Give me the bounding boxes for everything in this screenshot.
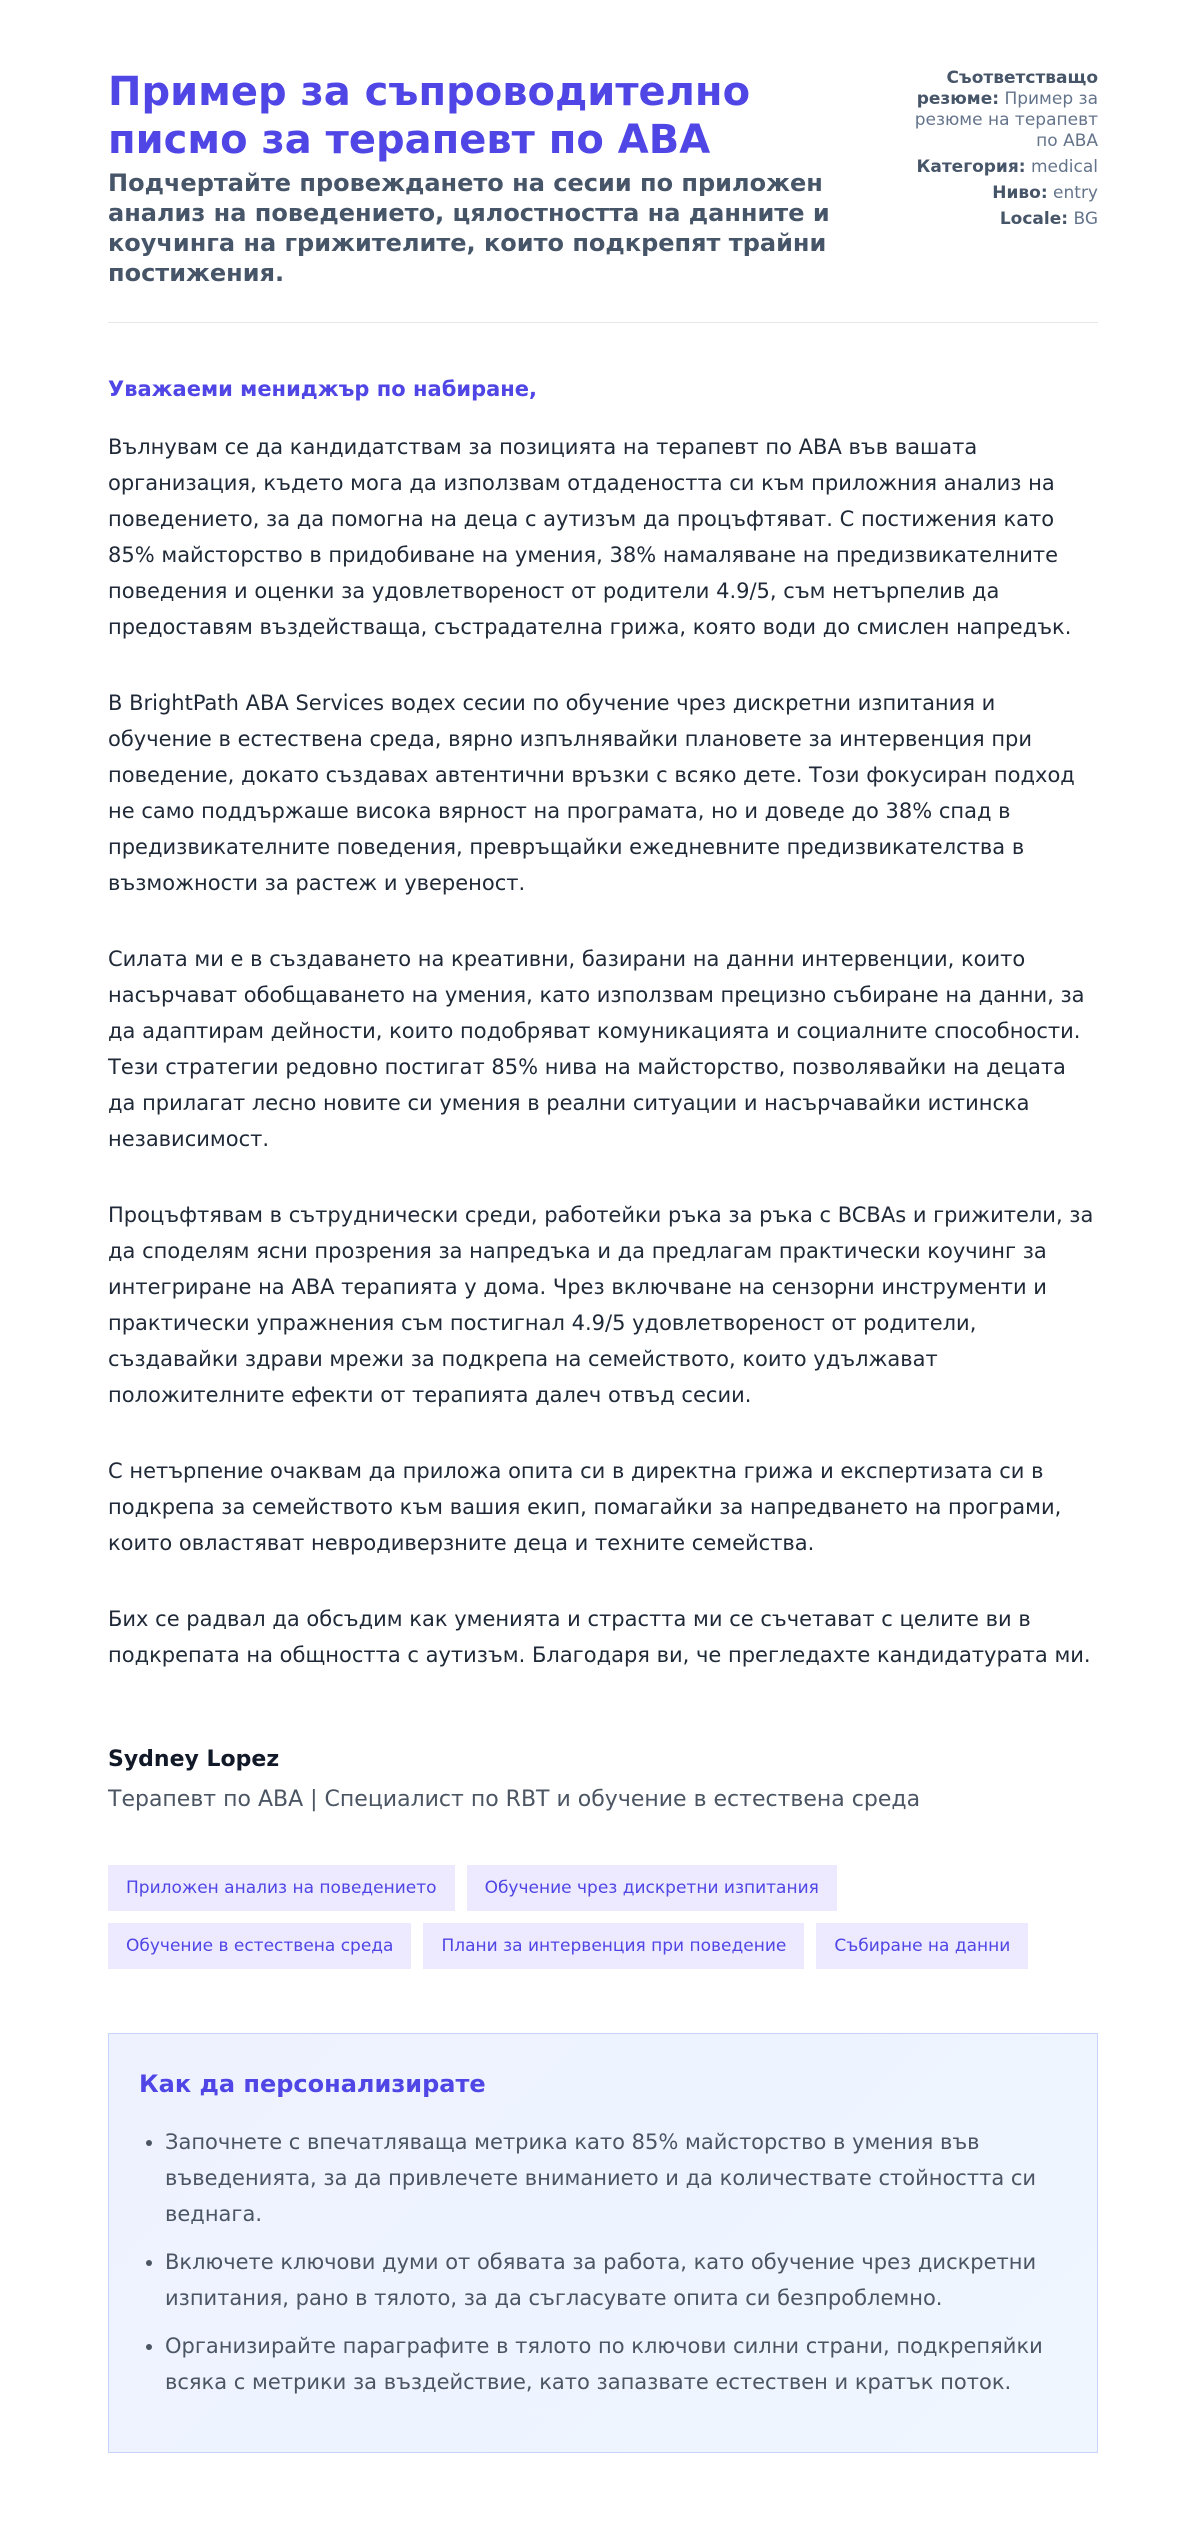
meta-panel (898, 68, 1098, 235)
letter-paragraph: В BrightPath ABA Services водех сесии по обучение чрез дискретни изпитания и обучение в естествена среда, вярно изпълнявайки плановете за интервенция при поведение, докато създавах автентични връзки с всяко дете. Този фокусиран подход не само поддържаше висока вярност на програмата, но и доведе до 38% спад в предизвикателните поведения, превръщайки ежедневните предизвикателства в възможности за растеж и увереност. (108, 691, 1075, 895)
meta-level-label: Ниво: (992, 183, 1048, 203)
skill-tag[interactable]: Приложен анализ на поведението (108, 1865, 455, 1911)
letter-paragraph: Силата ми е в създаването на креативни, базирани на данни интервенции, които насърчават обобщаването на умения, като използвам прецизно събиране на данни, за да адаптирам дейности, които подобряват комуникацията и социалните способности. Тези стратегии редовно постигат 85% нива на майсторство, позволявайки на децата да прилагат лесно новите си умения в реални ситуации и насърчавайки истинска независимост. (108, 947, 1085, 1151)
tips-title: Как да персонализирате (139, 2070, 486, 2098)
page-subtitle: Подчертайте провеждането на сесии по приложен анализ на поведението, цялостността на данните и коучинга на грижителите, които подкрепят трайни постижения. (108, 169, 830, 287)
tip-item: • Организирайте параграфите в тялото по ключови силни страни, подкрепяйки всяка с метрики за въздействие, като запазвате естествен и кратък поток. (165, 2328, 1067, 2400)
tip-item: • Започнете с впечатляваща метрика като 85% майсторство в умения във въведенията, за да привлечете вниманието и да количествате стойността си веднага. (165, 2124, 1067, 2232)
letter-paragraph: Процъфтявам в сътруднически среди, работейки ръка за ръка с BCBAs и грижители, за да споделям ясни прозрения за напредъка и да предлагам практически коучинг за интегриране на ABA терапията у дома. Чрез включване на сензорни инструменти и практически упражнения съм постигнал 4.9/5 удовлетвореност от родители, създавайки здрави мрежи за подкрепа на семейството, които удължават положителните ефекти от терапията далеч отвъд сесии. (108, 1203, 1094, 1407)
meta-resume (898, 68, 1098, 152)
skill-tags (108, 1865, 1108, 1969)
meta-resume-value[interactable]: Пример за резюме на терапевт по ABA (914, 89, 1098, 151)
letter-greeting: Уважаеми мениджър по набиране, (108, 377, 538, 401)
skill-tag[interactable]: Събиране на данни (816, 1923, 1028, 1969)
content-wrapper (108, 68, 1098, 2453)
tips-list (139, 2124, 1067, 2400)
skill-tag[interactable]: Обучение в естествена среда (108, 1923, 411, 1969)
meta-category (898, 157, 1098, 178)
letter-paragraph: С нетърпение очаквам да приложа опита си в директна грижа и експертизата си в подкрепа за семейството към вашия екип, помагайки за напредването на програми, които овластяват невродиверзните деца и техните семейства. (108, 1459, 1062, 1555)
header-divider (108, 322, 1098, 323)
meta-level-value: entry (1053, 183, 1098, 203)
signature-name: Sydney Lopez (108, 1747, 280, 1772)
letter-body (108, 429, 1098, 1673)
page-title: Пример за съпроводително писмо за терапевт по ABA (108, 69, 751, 163)
meta-locale-label: Locale: (999, 209, 1069, 229)
signature-title: Терапевт по ABA | Специалист по RBT и обучение в естествена среда (108, 1787, 921, 1812)
title-block (108, 68, 888, 288)
skill-tag[interactable]: Плани за интервенция при поведение (423, 1923, 804, 1969)
letter-paragraph: Бих се радвал да обсъдим как уменията и страстта ми се съчетават с целите ви в подкрепата на общността с аутизъм. Благодаря ви, че прегледахте кандидатурата ми. (108, 1607, 1091, 1667)
letter-paragraph: Вълнувам се да кандидатствам за позицията на терапевт по ABA във вашата организация, където мога да използвам отдадеността си към приложния анализ на поведението, за да помогна на деца с аутизъм да процъфтяват. С постижения като 85% майсторство в придобиване на умения, 38% намаляване на предизвикателните поведения и оценки за удовлетвореност от родители 4.9/5, съм нетърпелив да предоставям въздействаща, състрадателна грижа, която води до смислен напредък. (108, 435, 1072, 639)
meta-locale-value: BG (1073, 209, 1098, 229)
skill-tag[interactable]: Обучение чрез дискретни изпитания (467, 1865, 837, 1911)
meta-category-value: medical (1030, 157, 1098, 177)
tip-item: • Включете ключови думи от обявата за работа, като обучение чрез дискретни изпитания, рано в тялото, за да съгласувате опита си безпроблемно. (165, 2244, 1067, 2316)
meta-resume-label: Съответстващо резюме: (916, 68, 1098, 109)
header (108, 68, 1098, 288)
meta-locale (898, 209, 1098, 230)
personalize-tips-box (108, 2033, 1098, 2453)
meta-level (898, 183, 1098, 204)
meta-category-label: Категория: (916, 157, 1026, 177)
